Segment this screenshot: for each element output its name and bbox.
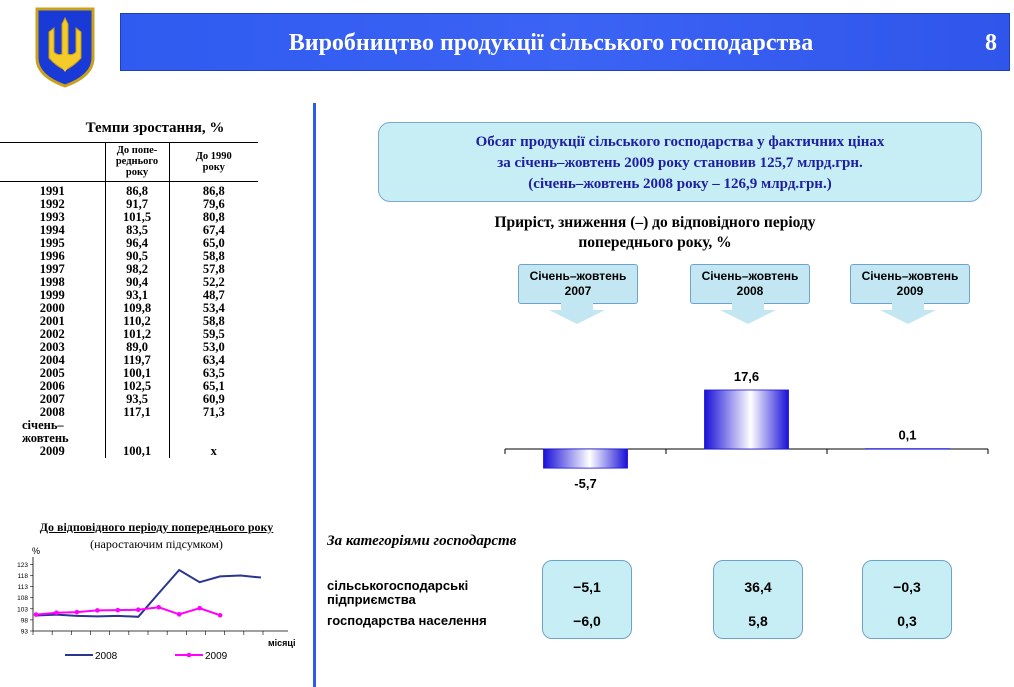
- category-box-2008: [713, 560, 803, 639]
- series-point-2009: [95, 608, 100, 613]
- summary-line-2: за січень–жовтень 2009 року становив 125,7 млрд.грн.: [497, 155, 863, 171]
- table-cell: 1992: [0, 198, 105, 211]
- table-cell: 2007: [0, 393, 105, 406]
- table-cell: 2001: [0, 315, 105, 328]
- series-point-2009: [116, 608, 121, 613]
- table-cell: 90,4: [105, 276, 169, 289]
- summary-line-3: (січень–жовтень 2008 року – 126,9 млрд.грн.): [528, 176, 832, 192]
- table-cell: 119,7: [105, 354, 169, 367]
- table-cell: 117,1: [105, 406, 169, 419]
- table-header-1990: До 1990 року: [169, 143, 258, 182]
- series-point-2009: [75, 610, 80, 615]
- table-cell: 2008: [0, 406, 105, 419]
- table-cell: 2000: [0, 302, 105, 315]
- table-cell: [105, 419, 169, 432]
- mini-chart-ytick-label: 103: [17, 606, 28, 614]
- table-cell: 93,1: [105, 289, 169, 302]
- table-row: [0, 445, 258, 458]
- table-cell: жовтень: [0, 432, 105, 445]
- table-cell: 1995: [0, 237, 105, 250]
- table-cell: 2006: [0, 380, 105, 393]
- category-value: −5,1: [573, 579, 601, 595]
- table-cell: 98,2: [105, 263, 169, 276]
- mini-chart-ylabel: %: [32, 546, 41, 556]
- period-label-2008: Січень–жовтень 2008: [690, 264, 810, 304]
- category-value: −6,0: [573, 613, 601, 629]
- table-cell: 2004: [0, 354, 105, 367]
- table-cell: 58,8: [202, 249, 225, 263]
- series-point-2009: [34, 612, 39, 617]
- bar-value-label: 17,6: [733, 369, 760, 384]
- mini-chart-xlabel: місяці: [268, 638, 296, 648]
- growth-table-title: Темпи зростання, %: [85, 120, 225, 136]
- mini-chart-ytick-label: 123: [17, 561, 28, 569]
- series-point-2009: [136, 607, 141, 612]
- series-point-2009: [156, 605, 161, 610]
- table-cell: 101,5: [105, 211, 169, 224]
- mini-chart-ytick-label: 93: [20, 628, 28, 636]
- table-cell: 1993: [0, 211, 105, 224]
- table-cell: 86,8: [105, 182, 169, 199]
- series-point-2009: [177, 612, 182, 617]
- table-header-year: [0, 143, 105, 182]
- bar-value-label: 0,1: [898, 427, 917, 443]
- mini-chart-title: До відповідного періоду попереднього року: [39, 520, 274, 534]
- growth-table-body: [0, 182, 258, 459]
- table-cell: 71,3: [202, 405, 225, 419]
- category-label-households: господарства населення: [327, 613, 487, 628]
- table-cell: 109,8: [105, 302, 169, 315]
- summary-line-1: Обсяг продукції сільського господарства у фактичних цінах: [475, 134, 885, 150]
- table-cell: 63,4: [202, 353, 225, 367]
- vertical-divider: [313, 103, 316, 687]
- page-number: 8: [985, 30, 997, 56]
- table-cell: x: [210, 444, 217, 458]
- table-cell: січень–: [0, 419, 105, 432]
- table-cell: 2002: [0, 328, 105, 341]
- table-cell: 1999: [0, 289, 105, 302]
- table-cell: 58,8: [202, 314, 225, 328]
- series-point-2009: [197, 606, 202, 611]
- table-cell: 102,5: [105, 380, 169, 393]
- mini-chart-subtitle: (наростаючим підсумком): [90, 537, 223, 551]
- bar-value-label: -5,7: [574, 476, 597, 492]
- arrow-down-icon: [878, 300, 938, 324]
- table-cell: 67,4: [202, 223, 225, 237]
- series-point-2009: [218, 613, 223, 618]
- table-cell: 91,7: [105, 198, 169, 211]
- table-cell: 2009: [0, 445, 105, 458]
- category-box-2009: [862, 560, 952, 639]
- bar-chart-title: Приріст, зниження (–) до відповідного періоду попереднього року, %: [494, 214, 816, 251]
- table-cell: 86,8: [202, 184, 225, 198]
- table-cell: 59,5: [202, 327, 225, 341]
- growth-table: [0, 142, 258, 458]
- table-cell: 1998: [0, 276, 105, 289]
- table-cell: 80,8: [202, 210, 225, 224]
- mini-chart-ytick-label: 113: [17, 584, 28, 592]
- legend-label-2009: 2009: [205, 651, 228, 662]
- table-cell: 65,1: [202, 379, 225, 393]
- mini-chart-ytick-label: 108: [17, 595, 28, 603]
- table-cell: 52,2: [202, 275, 225, 289]
- period-label-2009: Січень–жовтень 2009: [850, 264, 970, 304]
- mini-chart-ytick-label: 98: [20, 617, 28, 625]
- table-row: [0, 182, 258, 199]
- category-box-2007: [542, 560, 632, 639]
- series-point-2009: [54, 611, 59, 616]
- period-label-2007: Січень–жовтень 2007: [518, 264, 638, 304]
- table-cell: 90,5: [105, 250, 169, 263]
- table-cell: 100,1: [105, 367, 169, 380]
- table-cell: 63,5: [202, 366, 225, 380]
- coat-of-arms-icon: [34, 6, 96, 88]
- legend-label-2008: 2008: [95, 651, 118, 662]
- table-cell: 2005: [0, 367, 105, 380]
- series-line-2008: [36, 570, 261, 617]
- arrow-down-icon: [547, 300, 607, 324]
- title-bar: [120, 13, 1010, 71]
- bar-3: [866, 449, 950, 450]
- category-value: 0,3: [897, 613, 917, 629]
- table-cell: [169, 419, 258, 432]
- table-cell: 65,0: [202, 236, 225, 250]
- table-cell: 53,0: [202, 340, 225, 354]
- arrow-down-icon: [718, 300, 778, 324]
- table-cell: 60,9: [202, 392, 225, 406]
- category-value: 5,8: [748, 613, 768, 629]
- table-cell: 96,4: [105, 237, 169, 250]
- table-cell: 1994: [0, 224, 105, 237]
- table-cell: 1991: [0, 182, 105, 199]
- table-cell: 93,5: [105, 393, 169, 406]
- bar-2: [705, 390, 789, 449]
- table-cell: 48,7: [202, 288, 225, 302]
- legend-marker-2009: [187, 653, 192, 658]
- growth-bar-chart: [500, 360, 1000, 500]
- bar-1: [544, 449, 628, 468]
- table-cell: 2003: [0, 341, 105, 354]
- mini-chart-ytick-label: 118: [17, 573, 28, 581]
- table-cell: 79,6: [202, 197, 225, 211]
- table-cell: 101,2: [105, 328, 169, 341]
- table-header-prev: До попе-реднього року: [105, 143, 169, 182]
- table-cell: 1997: [0, 263, 105, 276]
- categories-heading: За категоріями господарств: [327, 533, 517, 549]
- summary-box: [378, 122, 982, 202]
- table-cell: 100,1: [105, 445, 169, 458]
- table-cell: 53,4: [202, 301, 225, 315]
- category-value: 36,4: [744, 579, 772, 595]
- page-title: Виробництво продукції сільського господарства: [288, 30, 814, 56]
- table-cell: 1996: [0, 250, 105, 263]
- table-cell: 83,5: [105, 224, 169, 237]
- category-label-enterprises: сільськогосподарські підприємства: [327, 578, 469, 607]
- table-cell: 89,0: [105, 341, 169, 354]
- category-value: −0,3: [893, 579, 921, 595]
- table-cell: 110,2: [105, 315, 169, 328]
- mini-line-chart: [0, 545, 300, 665]
- table-cell: 57,8: [202, 262, 225, 276]
